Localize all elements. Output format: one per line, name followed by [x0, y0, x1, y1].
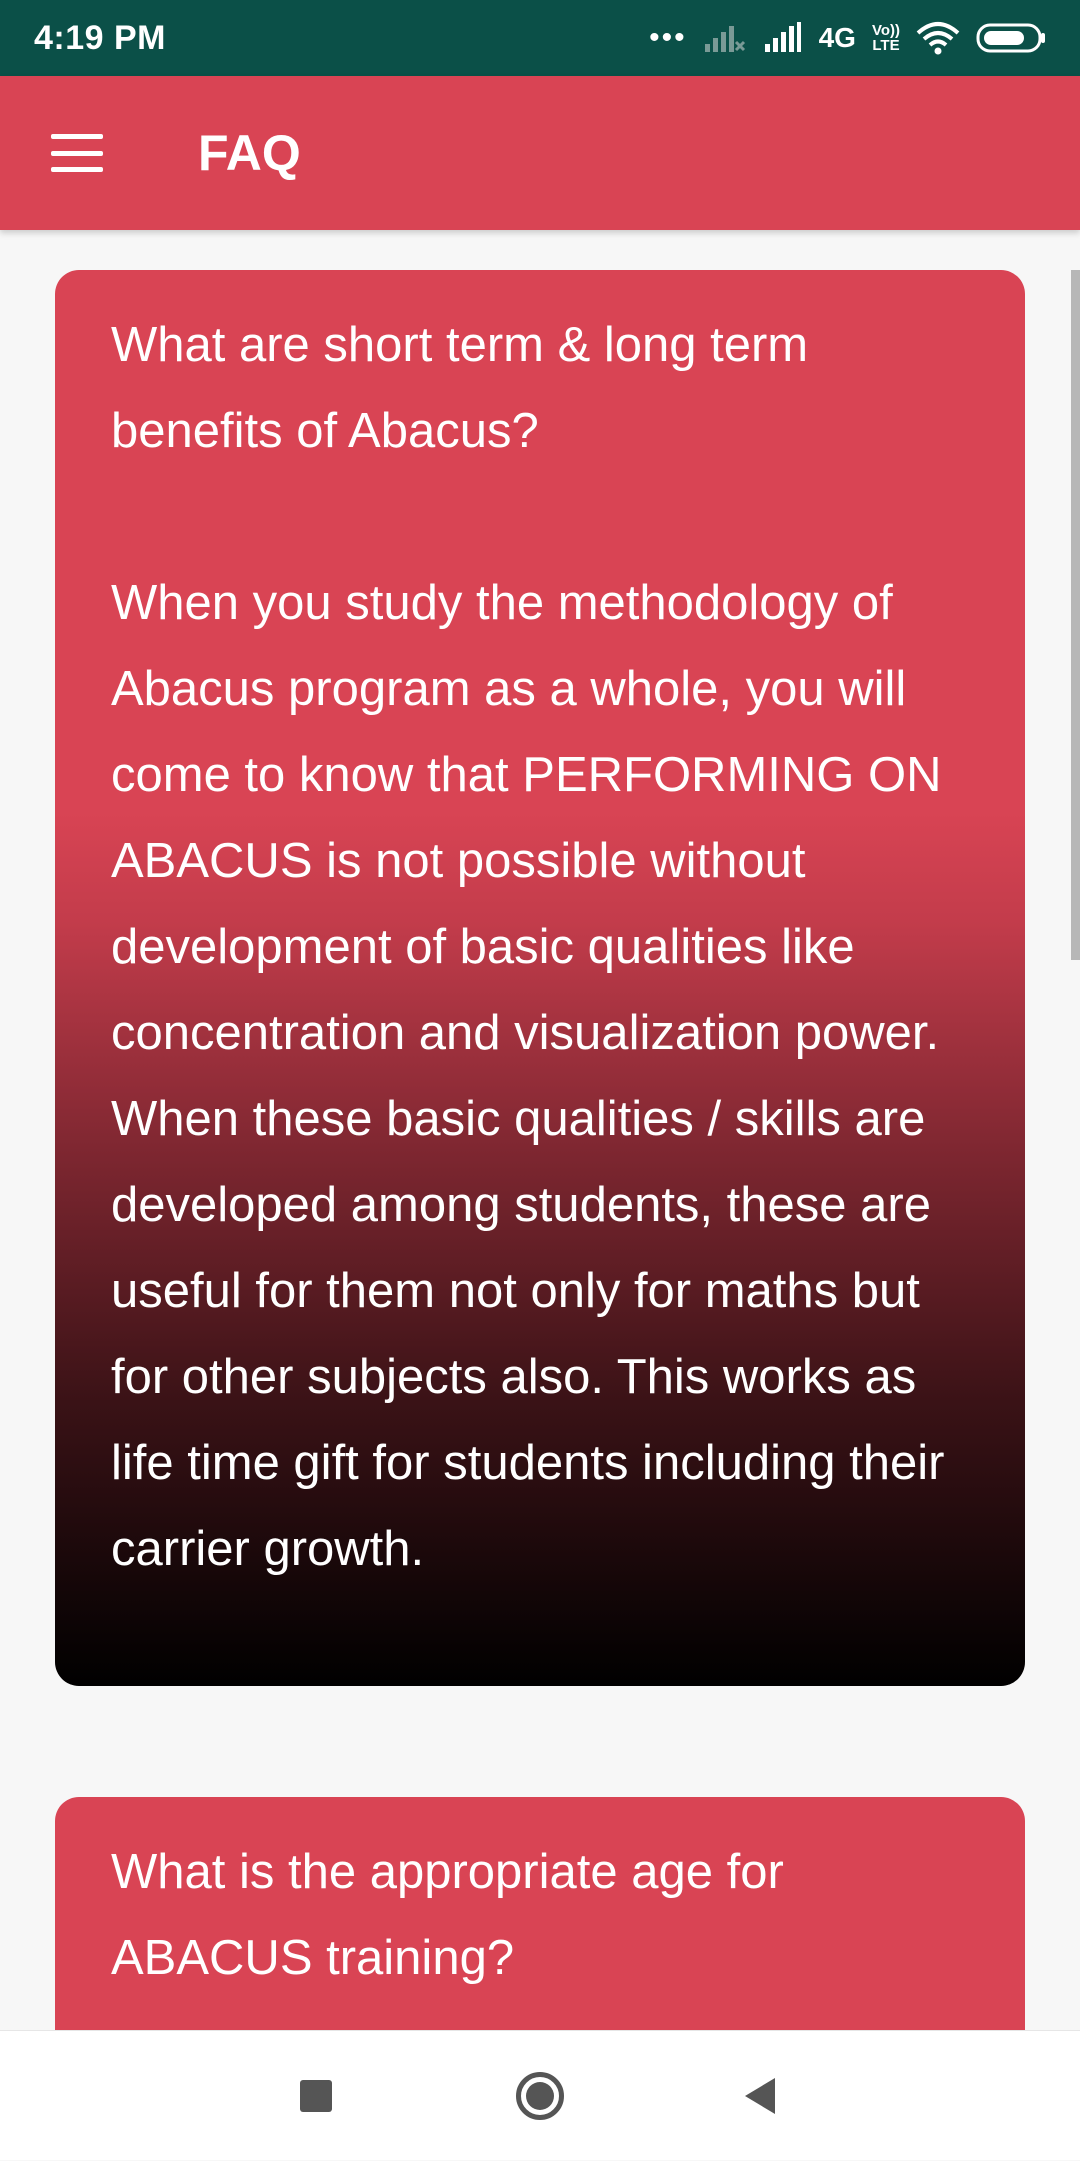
- dots-icon: •••: [649, 21, 687, 54]
- status-icons: [649, 21, 1046, 55]
- scrollbar-thumb[interactable]: [1071, 270, 1080, 960]
- faq-question: What is the appropriate age for ABACUS training?: [111, 1845, 784, 1985]
- signal-weak-icon: [703, 22, 747, 54]
- system-nav-bar: [0, 2030, 1080, 2160]
- volte-line2: LTE: [872, 37, 900, 54]
- faq-card[interactable]: [55, 1797, 1025, 2030]
- faq-question: What are short term & long term benefits of Abacus?: [111, 318, 809, 458]
- faq-list[interactable]: [0, 230, 1080, 2030]
- home-button[interactable]: [480, 2031, 600, 2161]
- app-bar: [0, 76, 1080, 230]
- recents-button[interactable]: [256, 2031, 376, 2161]
- volte-line1: Vo)): [871, 22, 900, 39]
- status-time: 4:19 PM: [34, 18, 166, 57]
- signal-icon: [763, 22, 803, 54]
- back-button[interactable]: [700, 2031, 820, 2161]
- faq-card[interactable]: [55, 270, 1025, 1686]
- menu-button[interactable]: [0, 76, 154, 230]
- page-title: FAQ: [198, 125, 301, 181]
- hamburger-menu-icon: [51, 134, 103, 172]
- back-icon: [745, 2078, 775, 2114]
- wifi-icon: [916, 21, 960, 55]
- battery-icon: [976, 22, 1046, 54]
- network-type-label: 4G: [818, 22, 856, 53]
- volte-icon: [872, 23, 900, 53]
- status-bar: [0, 0, 1080, 76]
- home-icon: [516, 2072, 564, 2120]
- recents-icon: [300, 2080, 332, 2112]
- faq-answer: When you study the methodology of Abacus program as a whole, you will come to know that PERFORMING ON ABACUS is not possible without development of basic qualities like concentration and visualization power. When these basic qualities / skills are developed among students, these are useful for them not only for maths but for other subjects also. This works as life time gift for students including their carrier growth.: [111, 576, 945, 1576]
